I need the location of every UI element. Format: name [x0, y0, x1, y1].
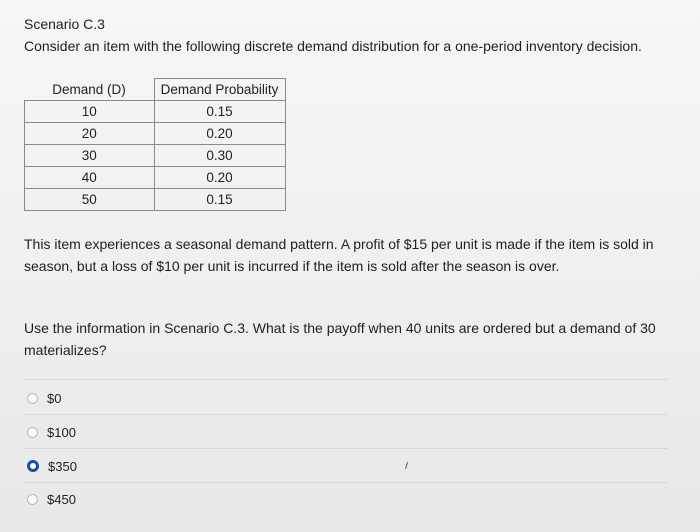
answer-option-0[interactable] — [27, 383, 61, 413]
demand-cell: 30 — [25, 145, 155, 167]
scenario-description: Consider an item with the following discrete demand distribution for a one-period inventory decision. — [24, 38, 642, 54]
scenario-title: Scenario C.3 — [24, 16, 105, 32]
probability-cell: 0.15 — [154, 101, 285, 123]
option-divider — [24, 379, 668, 380]
answer-option-3[interactable] — [27, 484, 76, 514]
table-header-row — [25, 79, 286, 101]
table-row — [25, 101, 286, 123]
option-divider — [24, 448, 668, 449]
option-label: $350 — [48, 458, 77, 474]
option-label: $0 — [47, 390, 62, 406]
scenario-explanation: This item experiences a seasonal demand pattern. A profit of $15 per unit is made if the item is sold in season, but a loss of $10 per unit is incurred if the item is sold after the season is over. — [24, 236, 654, 274]
demand-cell: 10 — [25, 101, 155, 123]
table-row — [25, 189, 286, 211]
option-label: $450 — [47, 491, 76, 507]
demand-cell: 50 — [25, 189, 155, 211]
probability-cell: 0.20 — [154, 123, 285, 145]
column-header-demand: Demand (D) — [25, 79, 155, 101]
question-text: Use the information in Scenario C.3. What is the payoff when 40 units are ordered but a demand of 30 materializes? — [24, 320, 656, 358]
demand-cell: 20 — [25, 123, 155, 145]
demand-distribution-table — [24, 78, 286, 211]
column-header-probability: Demand Probability — [154, 79, 285, 101]
option-divider — [24, 414, 668, 415]
text-cursor-icon — [405, 462, 408, 469]
probability-cell: 0.30 — [154, 145, 285, 167]
answer-option-1[interactable] — [27, 417, 76, 447]
probability-cell: 0.20 — [154, 167, 285, 189]
radio-button[interactable] — [27, 427, 38, 438]
demand-cell: 40 — [25, 167, 155, 189]
option-divider — [24, 482, 668, 483]
probability-cell: 0.15 — [154, 189, 285, 211]
table-row — [25, 123, 286, 145]
radio-button[interactable] — [27, 393, 38, 404]
radio-button[interactable] — [27, 494, 38, 505]
answer-option-2[interactable] — [27, 451, 77, 481]
table-row — [25, 145, 286, 167]
radio-button-selected[interactable] — [27, 460, 39, 472]
table-row — [25, 167, 286, 189]
option-label: $100 — [47, 424, 76, 440]
